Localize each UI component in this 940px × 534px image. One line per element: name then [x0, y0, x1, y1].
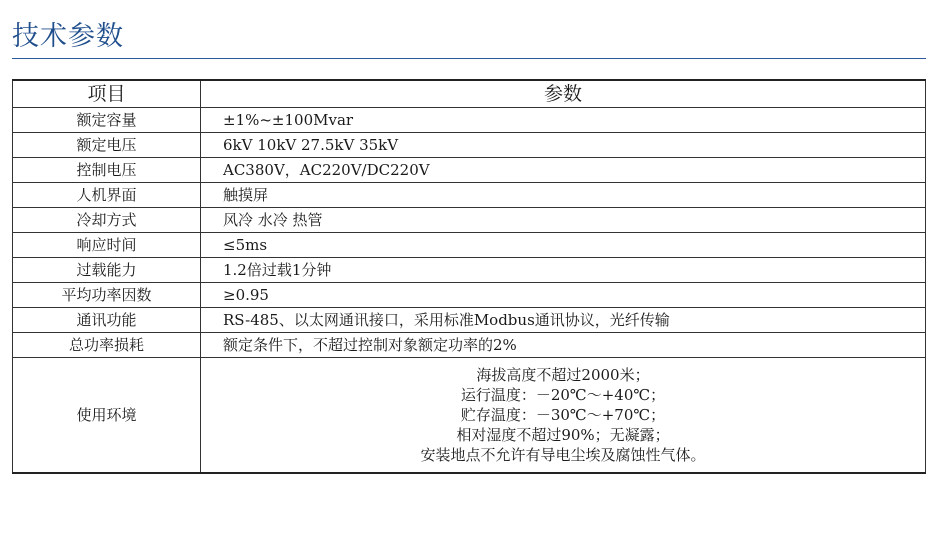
row-label: 通讯功能: [13, 308, 201, 333]
title-divider: [12, 58, 926, 59]
row-value: ≥0.95: [201, 283, 926, 308]
row-label: 平均功率因数: [13, 283, 201, 308]
table-row: [13, 333, 926, 358]
environment-line: 贮存温度：－30℃～+70℃；: [460, 406, 666, 424]
table-row: [13, 308, 926, 333]
spec-table: [12, 79, 926, 474]
header-item: 项目: [13, 80, 201, 108]
table-row: [13, 158, 926, 183]
row-label: 控制电压: [13, 158, 201, 183]
row-value: ±1%~±100Mvar: [201, 108, 926, 133]
environment-line: 相对湿度不超过90%；无凝露；: [456, 426, 670, 444]
table-row: [13, 133, 926, 158]
row-label: 额定电压: [13, 133, 201, 158]
page-title: 技术参数: [12, 21, 124, 52]
row-value: 触摸屏: [201, 183, 926, 208]
row-label: 过载能力: [13, 258, 201, 283]
environment-line: 海拔高度不超过2000米；: [476, 366, 650, 384]
row-value: 风冷 水冷 热管: [201, 208, 926, 233]
row-label: 额定容量: [13, 108, 201, 133]
environment-line: 安装地点不允许有导电尘埃及腐蚀性气体。: [420, 446, 706, 464]
row-value: 1.2倍过载1分钟: [201, 258, 926, 283]
table-row: [13, 183, 926, 208]
table-header-row: [13, 80, 926, 108]
table-row: [13, 233, 926, 258]
table-row: [13, 258, 926, 283]
row-label: 使用环境: [13, 358, 201, 474]
row-value: AC380V，AC220V/DC220V: [201, 158, 926, 183]
row-label: 人机界面: [13, 183, 201, 208]
row-label: 响应时间: [13, 233, 201, 258]
environment-line: 运行温度：－20℃～+40℃；: [460, 386, 666, 404]
row-value: 额定条件下，不超过控制对象额定功率的2%: [201, 333, 926, 358]
row-label: 冷却方式: [13, 208, 201, 233]
row-value: ≤5ms: [201, 233, 926, 258]
row-value: 6kV 10kV 27.5kV 35kV: [201, 133, 926, 158]
table-row-environment: [13, 358, 926, 474]
header-parameter: 参数: [201, 80, 926, 108]
table-row: [13, 108, 926, 133]
row-label: 总功率损耗: [13, 333, 201, 358]
table-row: [13, 283, 926, 308]
table-row: [13, 208, 926, 233]
row-value: RS-485、以太网通讯接口，采用标准Modbus通讯协议，光纤传输: [201, 308, 926, 333]
environment-values: [201, 358, 926, 474]
